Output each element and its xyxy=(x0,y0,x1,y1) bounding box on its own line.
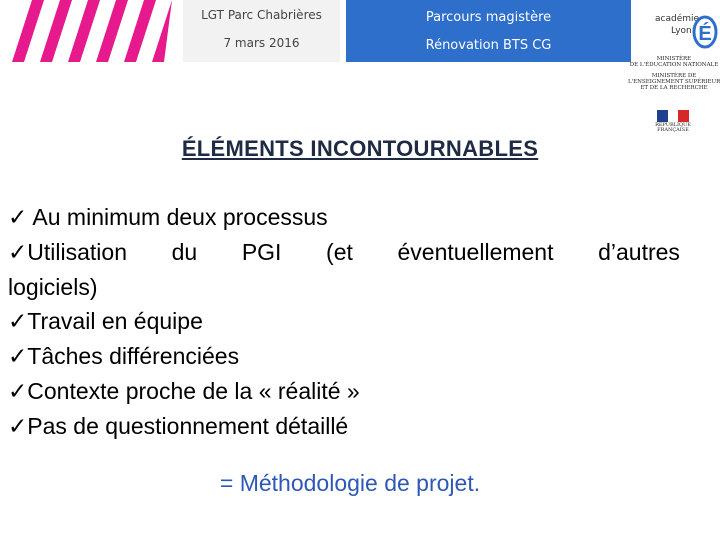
venue-label: LGT Parc Chabrières xyxy=(201,8,322,22)
decorative-stripes xyxy=(0,0,172,62)
check-icon: ✓ xyxy=(8,205,28,231)
list-item xyxy=(8,374,680,409)
checklist xyxy=(8,200,680,444)
french-flag-icon xyxy=(657,110,689,122)
list-item-text: Pas de questionnement détaillé xyxy=(27,413,349,439)
check-icon: ✓ xyxy=(8,379,28,405)
list-item-continuation: logiciels) xyxy=(8,274,98,300)
justified-line xyxy=(8,235,680,270)
list-item-text: Contexte proche de la « réalité » xyxy=(27,378,360,404)
list-item xyxy=(8,304,680,339)
academie-city: Lyon xyxy=(671,26,692,36)
word: PGI xyxy=(241,239,282,265)
ministere-line: MINISTÈRE xyxy=(656,56,692,62)
word: (et xyxy=(326,239,353,265)
conclusion-text: = Méthodologie de projet. xyxy=(219,470,481,496)
check-icon: ✓ xyxy=(8,344,28,370)
list-item-text: Au minimum deux processus xyxy=(27,204,328,230)
ministere-line: L'ENSEIGNEMENT SUPÉRIEUR xyxy=(628,79,720,85)
ministere-line: DE L'ÉDUCATION NATIONALE xyxy=(629,62,719,68)
e-accent-icon xyxy=(692,10,718,50)
check-icon: ✓ xyxy=(8,240,28,266)
word: Utilisation xyxy=(27,239,127,265)
check-icon: ✓ xyxy=(8,309,28,335)
event-info-box xyxy=(183,0,340,62)
ministere-line: MINISTÈRE DE xyxy=(651,73,697,79)
ministere-line: ET DE LA RECHERCHE xyxy=(640,85,708,91)
academie-text: académie xyxy=(655,14,700,24)
date-label: 7 mars 2016 xyxy=(223,36,300,50)
ministere-text xyxy=(628,56,720,91)
list-item-text: Tâches différenciées xyxy=(27,343,240,369)
word: d’autres xyxy=(598,239,680,265)
republique-text: RÉPUBLIQUE FRANÇAISE xyxy=(655,122,691,133)
word: éventuellement xyxy=(397,239,554,265)
list-item xyxy=(8,235,680,304)
page-title: ÉLÉMENTS INCONTOURNABLES xyxy=(181,136,539,161)
course-subtitle: Rénovation BTS CG xyxy=(425,38,552,53)
list-item xyxy=(8,339,680,374)
list-item xyxy=(8,409,680,444)
word: du xyxy=(171,239,198,265)
course-info-box xyxy=(346,0,631,62)
list-item-text: Travail en équipe xyxy=(27,308,203,334)
list-item xyxy=(8,200,680,235)
svg-text:É: É xyxy=(698,23,712,45)
check-icon: ✓ xyxy=(8,414,28,440)
first-word xyxy=(8,235,127,270)
course-title: Parcours magistère xyxy=(425,10,552,25)
